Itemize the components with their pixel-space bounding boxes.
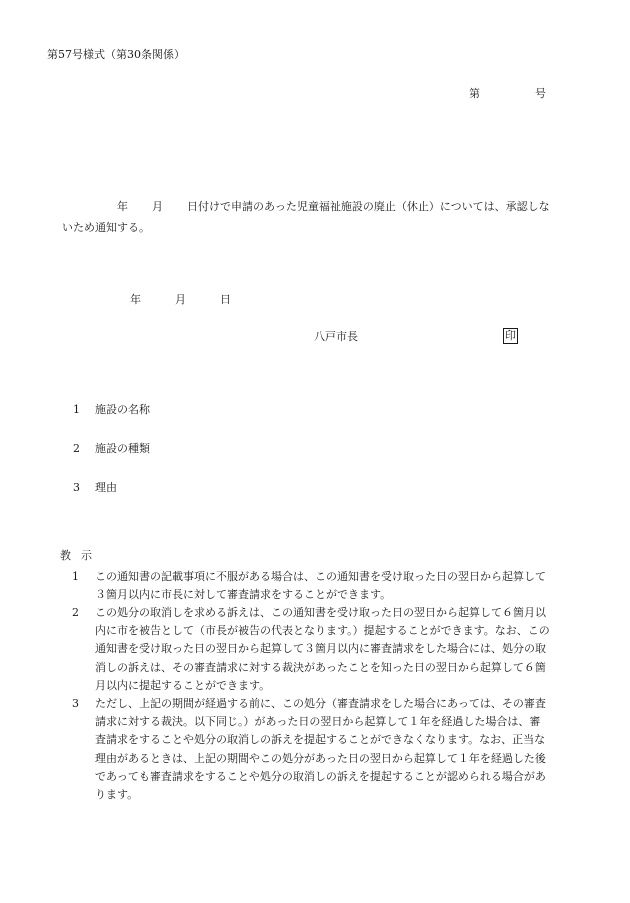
item-label: 施設の名称 bbox=[95, 403, 150, 416]
issue-date bbox=[130, 292, 231, 309]
list-item bbox=[73, 402, 150, 441]
notice-text: ただし、上記の期間が経過する前に、この処分（審査請求をした場合にあっては、その審査請求に対する裁決。以下同じ。）があった日の翌日から起算して１年を経過した場合は、審査請求をすることや処分の取消しの訴えを提起することができなくなります。なお、正当な理由があるときは、上記の期間やこの処分があった日の翌日から起算して１年を経過した後であっても審査請求をすることや処分の取消しの訴えを提起することが認められる場合があります。 bbox=[95, 696, 546, 801]
doc-no-suffix: 号 bbox=[535, 87, 546, 100]
notice-title bbox=[60, 548, 550, 565]
item-list bbox=[73, 402, 150, 519]
item-label: 施設の種類 bbox=[95, 442, 150, 455]
notification-body bbox=[62, 196, 552, 238]
body-year: 年 bbox=[117, 200, 128, 213]
item-number: 2 bbox=[73, 442, 80, 455]
item-number: 1 bbox=[73, 403, 80, 416]
body-month: 月 bbox=[152, 200, 163, 213]
notice-text: この通知書の記載事項に不服がある場合は、この通知書を受け取った日の翌日から起算して３箇月以内に市長に対して審査請求をすることができます。 bbox=[95, 569, 546, 601]
issue-month: 月 bbox=[175, 293, 186, 306]
document-number bbox=[469, 86, 546, 103]
notice-item bbox=[72, 604, 550, 695]
body-main-text: 日付けで申請のあった児童福祉施設の廃止（休止）については、承認しないため通知する。 bbox=[62, 200, 550, 234]
issue-year: 年 bbox=[130, 293, 141, 306]
list-item bbox=[73, 480, 150, 519]
item-number: 3 bbox=[73, 481, 80, 494]
notice-number: 2 bbox=[72, 605, 79, 619]
form-number: 第57号様式（第30条関係） bbox=[47, 48, 185, 61]
notice-section bbox=[60, 548, 550, 804]
list-item bbox=[73, 441, 150, 480]
notice-text: この処分の取消しを求める訴えは、この通知書を受け取った日の翌日から起算して６箇月以内に市を被告として（市長が被告の代表となります。）提起することができます。なお、この通知書を受け取った日の翌日から起算して３箇月以内に審査請求をした場合には、処分の取消しの訴えは、その審査請求に対する裁決があったことを知った日の翌日から起算して６箇月以内に提起することができます。 bbox=[95, 605, 550, 692]
notice-item bbox=[72, 695, 550, 804]
notice-title-b: 示 bbox=[81, 549, 92, 562]
notice-item bbox=[72, 568, 550, 604]
signer-title: 八戸市長 bbox=[314, 330, 358, 343]
notice-title-a: 教 bbox=[60, 549, 71, 562]
doc-no-prefix: 第 bbox=[469, 87, 480, 100]
issue-day: 日 bbox=[220, 293, 231, 306]
notice-number: 3 bbox=[72, 696, 79, 710]
item-label: 理由 bbox=[95, 481, 117, 494]
notice-number: 1 bbox=[72, 569, 79, 583]
seal-mark: 印 bbox=[505, 329, 516, 342]
